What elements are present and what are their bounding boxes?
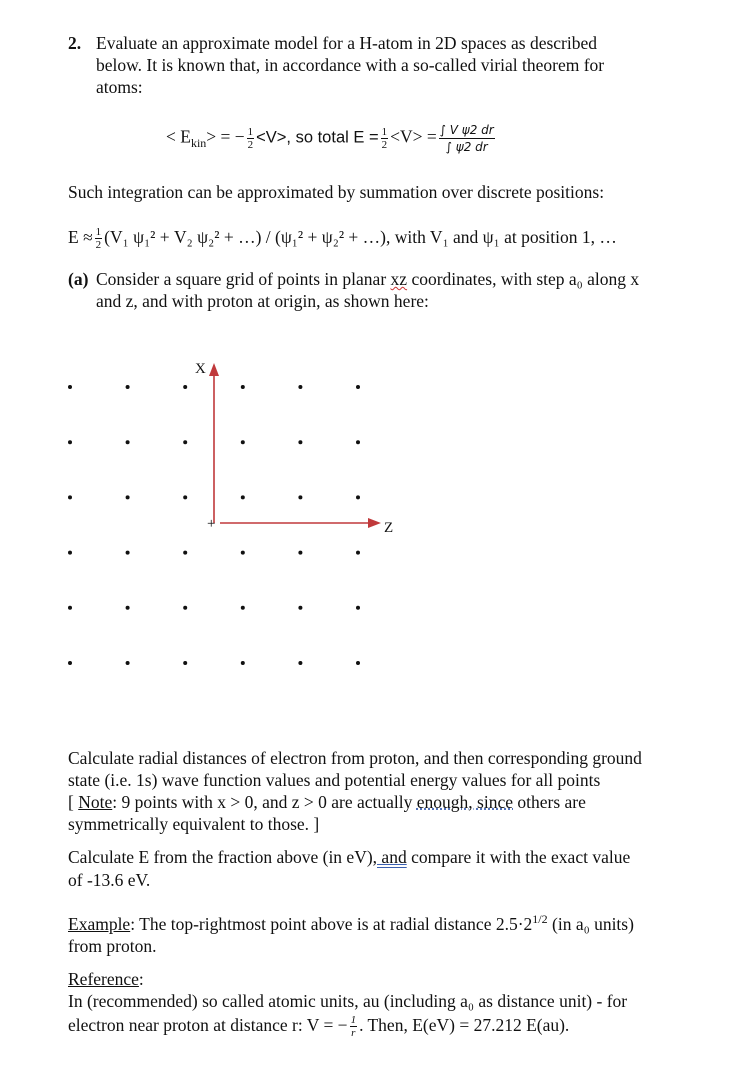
intro-line-3: atoms: — [96, 77, 143, 97]
reference-heading: Reference: — [68, 969, 144, 989]
xz-term: xz — [390, 269, 408, 289]
reference-line-2: electron near proton at distance r: V = − $\frac{1}{r}$ . Then, E(eV) = 27.212 E(au). — [68, 1014, 570, 1040]
grid-point — [241, 495, 245, 499]
origin-proton-mark: + — [207, 516, 216, 532]
grid-point — [241, 606, 245, 610]
intro-line-1: Evaluate an approximate model for a H-atom in 2D spaces as described — [96, 33, 597, 53]
calc-line-1: Calculate radial distances of electron from proton, and then corresponding ground — [68, 748, 642, 768]
grid-point — [126, 440, 130, 444]
grid-point — [356, 495, 360, 499]
kin-subscript: kin — [190, 136, 207, 151]
grid-point — [298, 495, 302, 499]
calc-line-2: state (i.e. 1s) wave function values and potential energy values for all points — [68, 770, 601, 790]
grid-point — [241, 385, 245, 389]
grid-point — [183, 661, 187, 665]
example-line-1: Example: The top-rightmost point above is at radial distance $2.5\cdot 2^{1/2}$ (in a₀ units) — [68, 912, 634, 934]
grid-point — [68, 606, 72, 610]
grid-point — [126, 495, 130, 499]
part-a-label: (a) — [68, 269, 89, 289]
grid-point — [126, 385, 130, 389]
grid-point — [356, 661, 360, 665]
note-label: Note — [78, 792, 113, 812]
virial-eq-v: <V> = — [390, 126, 437, 147]
grid-point — [126, 661, 130, 665]
calc-line-3: [ Note: 9 points with x > 0, and z > 0 are actually enough, since others are — [68, 792, 586, 812]
intro-line-2: below. It is known that, in accordance with a so-called virial theorem for — [96, 55, 605, 75]
virial-eq-part: > = − — [206, 126, 245, 147]
grid-point — [298, 440, 302, 444]
z-axis-label: Z — [384, 520, 394, 536]
integral-fraction: $\frac{\text{∫ V ψ2 dr}}{\int \psi 2 dr}$ — [439, 123, 494, 154]
calc-e-line-1: Calculate E from the fraction above (in eV), and compare it with the exact value — [68, 847, 631, 867]
part-a-line-2: and z, and with proton at origin, as shown here: — [96, 291, 429, 311]
calc-line-4: symmetrically equivalent to those. ] — [68, 814, 320, 834]
grid-point — [183, 551, 187, 555]
virial-eq-total: <V>, so total E = — [256, 128, 379, 147]
e-approx: E ≈ — [68, 227, 93, 247]
grid-point — [356, 606, 360, 610]
grid-point — [68, 495, 72, 499]
problem-number: 2. — [68, 33, 82, 53]
grid-point — [241, 440, 245, 444]
reference-label: Reference — [68, 969, 139, 989]
grid-point — [241, 551, 245, 555]
grid-point — [68, 551, 72, 555]
half-fraction: $\frac{1}{2}$ — [247, 126, 254, 151]
summation-expression: (V₁ ψ₁² + V₂ ψ₂² + …) / (ψ₁² + ψ₂² + …), with V₁ and ψ₁ at position 1, … — [104, 227, 617, 247]
grid-point — [68, 661, 72, 665]
grid-point — [183, 606, 187, 610]
reference-line-1: In (recommended) so called atomic units, au (including a₀ as distance unit) - for — [68, 991, 628, 1011]
z-axis-arrowhead — [368, 518, 381, 528]
summation-text: Such integration can be approximated by summation over discrete positions: — [68, 182, 605, 202]
example-line-2: from proton. — [68, 936, 157, 956]
grid-point — [298, 606, 302, 610]
grid-point — [126, 606, 130, 610]
example-label: Example — [68, 914, 131, 934]
ekin-text: < E — [166, 126, 191, 147]
calc-e-line-2: of -13.6 eV. — [68, 870, 151, 890]
half-fraction-2: $\frac{1}{2}$ — [381, 126, 388, 151]
grid-point — [183, 440, 187, 444]
grid-point — [356, 440, 360, 444]
grid-point — [298, 551, 302, 555]
grid-point — [183, 495, 187, 499]
one-over-r-fraction: $\frac{1}{r}$ — [350, 1014, 357, 1040]
and-term: ), and — [366, 847, 407, 867]
x-axis-label: X — [195, 361, 206, 377]
part-a-line-1: Consider a square grid of points in planar xz coordinates, with step a₀ along x — [96, 269, 640, 289]
grid-point — [126, 551, 130, 555]
grid-point — [68, 385, 72, 389]
enough-since-term: enough, since — [416, 792, 514, 812]
grid-point — [183, 385, 187, 389]
grid-point — [356, 551, 360, 555]
grid-point — [298, 661, 302, 665]
grid-point — [356, 385, 360, 389]
half-fraction-3: $\frac{1}{2}$ — [95, 226, 102, 252]
x-axis-arrowhead — [209, 363, 219, 376]
grid-point — [298, 385, 302, 389]
grid-point — [68, 440, 72, 444]
grid-point — [241, 661, 245, 665]
